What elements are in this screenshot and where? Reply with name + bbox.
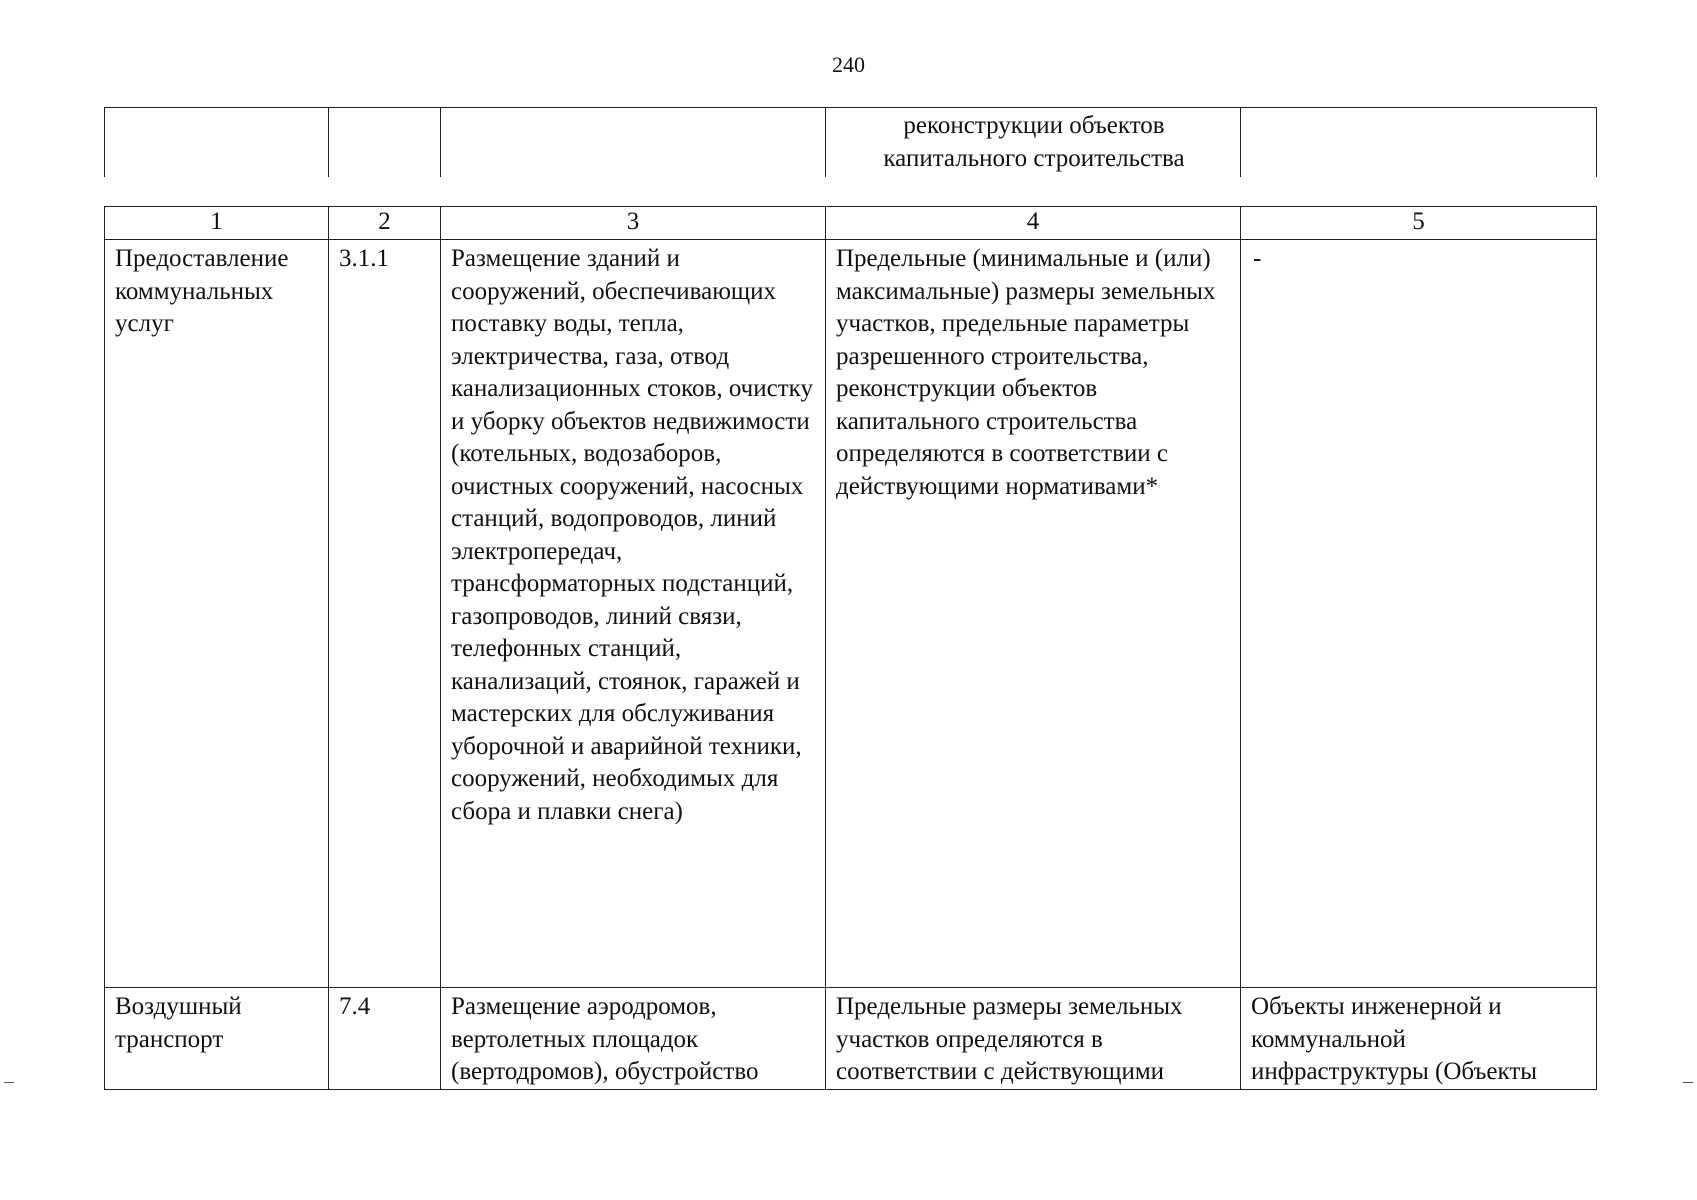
continuation-table: [104, 107, 1597, 177]
header-cell-1: 1: [105, 207, 329, 240]
scan-edge-mark: [1683, 1082, 1693, 1083]
use-code-cell: 3.1.1: [329, 240, 441, 988]
use-description-cell: Размещение зданий и сооружений, обеспечивающих поставку воды, тепла, электричества, газа, отвод канализационных стоков, очистку и уборку объектов недвижимости (котельных, водозаборов, очистных сооружений, насосных станций, водопроводов, линий электропередач, трансформаторных подстанций, газопроводов, линий связи, телефонных станций, канализаций, стоянок, гаражей и мастерских для обслуживания уборочной и аварийной техники, сооружений, необходимых для сбора и плавки снега): [441, 240, 826, 988]
header-cell-3: 3: [441, 207, 826, 240]
table-row: [105, 240, 1597, 988]
continuation-row: [105, 108, 1597, 177]
continuation-cell-4: реконструкции объектов капитального строительства: [826, 108, 1241, 177]
restrictions-cell: Объекты инженерной и коммунальной инфраструктуры (Объекты: [1241, 988, 1597, 1090]
header-row: [105, 207, 1597, 240]
zoning-table: [104, 206, 1597, 1090]
use-description-cell: Размещение аэродромов, вертолетных площадок (вертодромов), обустройство: [441, 988, 826, 1090]
scan-edge-mark: [4, 1082, 14, 1083]
header-cell-2: 2: [329, 207, 441, 240]
parameters-cell: Предельные размеры земельных участков определяются в соответствии с действующими: [826, 988, 1241, 1090]
header-cell-5: 5: [1241, 207, 1597, 240]
header-cell-4: 4: [826, 207, 1241, 240]
restrictions-cell: -: [1241, 240, 1597, 988]
continuation-cell-1: [105, 108, 329, 177]
use-name-cell: Воздушный транспорт: [105, 988, 329, 1090]
use-name-cell: Предоставление коммунальных услуг: [105, 240, 329, 988]
parameters-cell: Предельные (минимальные и (или) максимальные) размеры земельных участков, предельные параметры разрешенного строительства, реконструкции объектов капитального строительства определяются в соответствии с действующими нормативами*: [826, 240, 1241, 988]
continuation-cell-3: [441, 108, 826, 177]
use-code-cell: 7.4: [329, 988, 441, 1090]
continuation-cell-2: [329, 108, 441, 177]
table-row: [105, 988, 1597, 1090]
continuation-cell-5: [1241, 108, 1597, 177]
page-number: 240: [832, 52, 865, 77]
